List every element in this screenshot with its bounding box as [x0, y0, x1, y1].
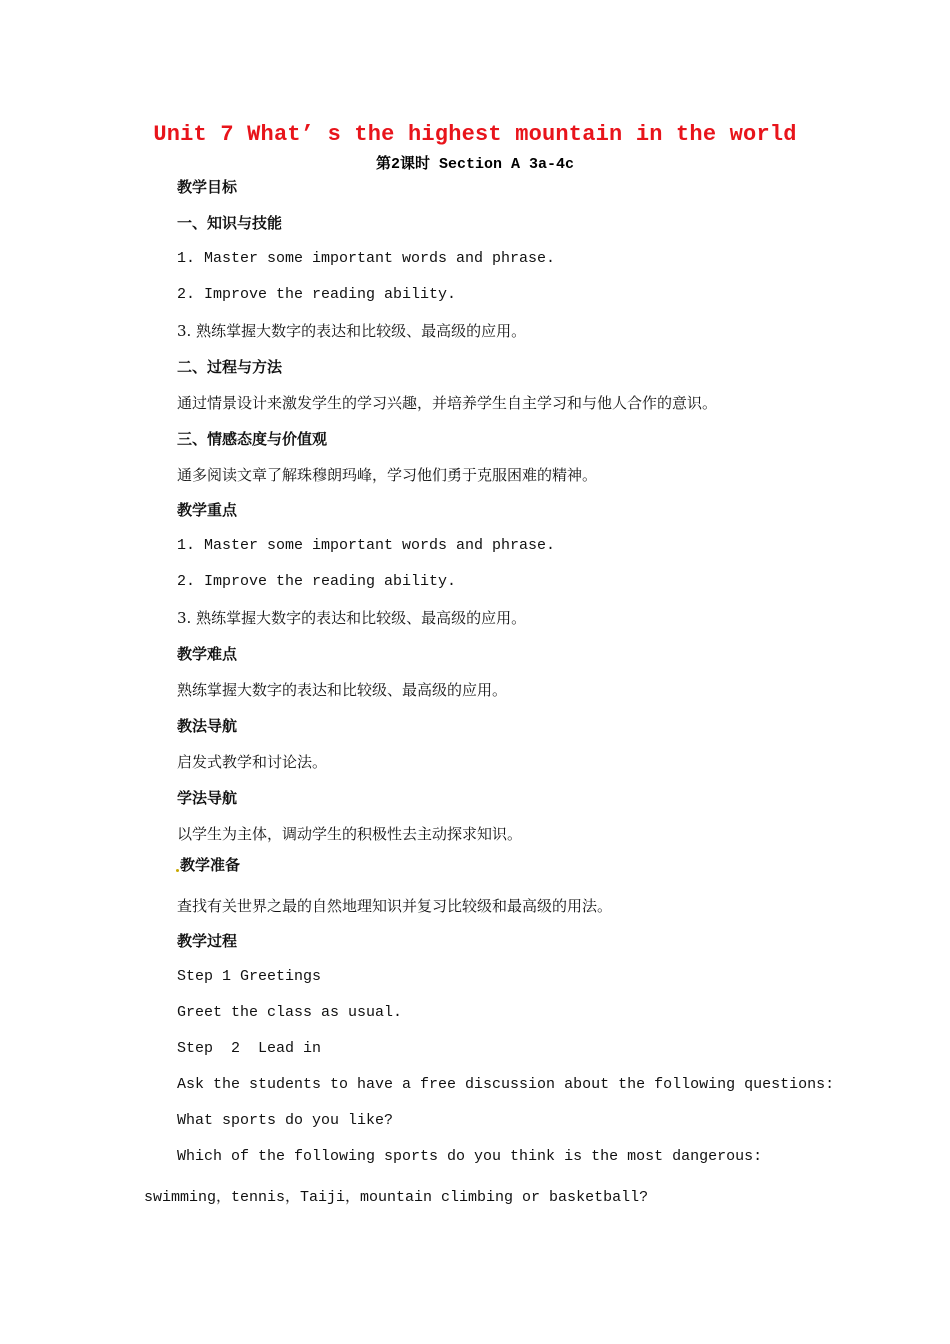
document-subtitle: 第2课时 Section A 3a-4c	[375, 156, 575, 173]
difficulty-text: 熟练掌握大数字的表达和比较级、最高级的应用。	[177, 681, 508, 699]
emotion-heading: 三、情感态度与价值观	[177, 430, 328, 448]
prep-heading: 教学准备	[180, 856, 241, 874]
key-item: 2. Improve the reading ability.	[177, 573, 457, 590]
key-item: 1. Master some important words and phrase.	[177, 537, 556, 554]
method-heading: 教法导航	[177, 717, 238, 735]
study-heading: 学法导航	[177, 789, 238, 807]
step1-text: Greet the class as usual.	[177, 1004, 403, 1021]
question-2: Which of the following sports do you think is the most dangerous:	[177, 1148, 763, 1165]
step1-heading: Step 1 Greetings	[177, 968, 322, 985]
key-heading: 教学重点	[177, 501, 238, 519]
question-1: What sports do you like?	[177, 1112, 394, 1129]
document-title: Unit 7 What’ s the highest mountain in the world	[153, 122, 797, 147]
emotion-text: 通多阅读文章了解珠穆朗玛峰，学习他们勇于克服困难的精神。	[177, 466, 598, 484]
step2-text: Ask the students to have a free discussion about the following questions:	[177, 1076, 835, 1093]
difficulty-heading: 教学难点	[177, 645, 238, 663]
procedure-heading: 教学过程	[177, 932, 238, 950]
process-heading: 二、过程与方法	[177, 358, 283, 376]
prep-text: 查找有关世界之最的自然地理知识并复习比较级和最高级的用法。	[177, 897, 613, 915]
objectives-heading: 教学目标	[177, 178, 238, 196]
stray-dot-mark	[176, 869, 179, 872]
method-text: 启发式教学和讨论法。	[177, 753, 328, 771]
knowledge-item: 2. Improve the reading ability.	[177, 286, 457, 303]
key-item: 3. 熟练掌握大数字的表达和比较级、最高级的应用。	[177, 609, 527, 627]
process-text: 通过情景设计来激发学生的学习兴趣，并培养学生自主学习和与他人合作的意识。	[177, 394, 718, 412]
knowledge-item: 3. 熟练掌握大数字的表达和比较级、最高级的应用。	[177, 322, 527, 340]
step2-heading: Step 2 Lead in	[177, 1040, 322, 1057]
knowledge-item: 1. Master some important words and phrase.	[177, 250, 556, 267]
knowledge-heading: 一、知识与技能	[177, 214, 283, 232]
study-text: 以学生为主体，调动学生的积极性去主动探求知识。	[177, 825, 523, 843]
question-2-continued: swimming，tennis，Taiji，mountain climbing or basketball?	[144, 1189, 649, 1206]
